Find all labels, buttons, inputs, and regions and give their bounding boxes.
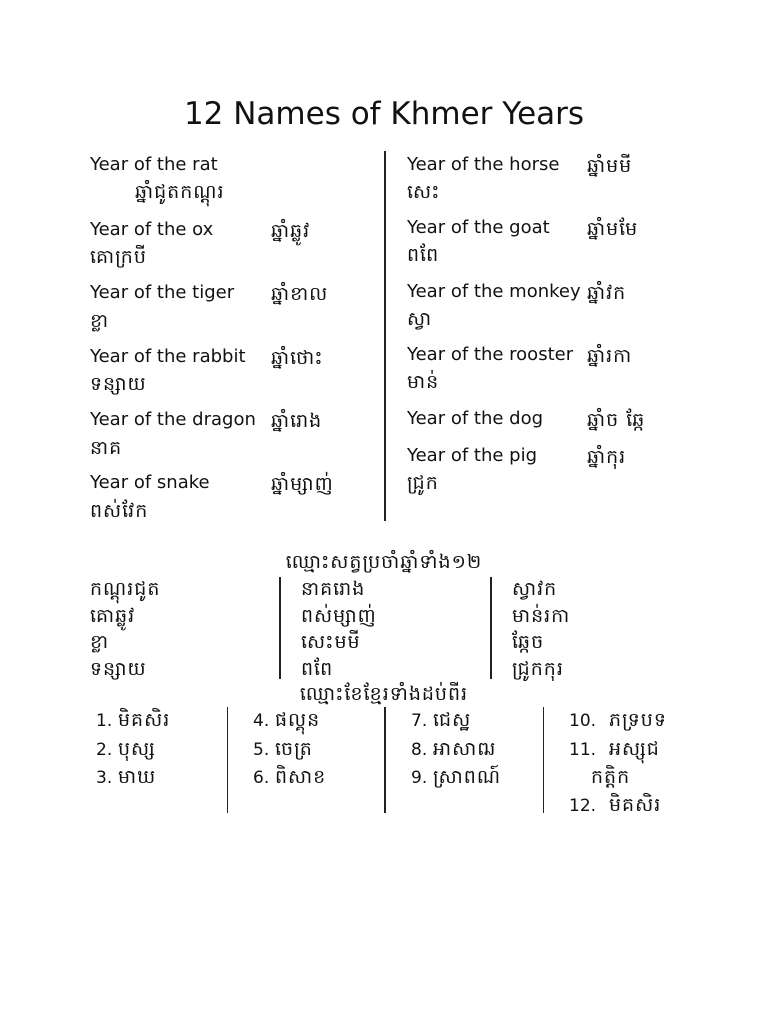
- year-km-name: ឆ្នាំមមី: [587, 155, 633, 177]
- year-km-name: ឆ្នាំម្សាញ់: [271, 473, 334, 495]
- list-item: [569, 736, 667, 765]
- column-divider: [384, 707, 386, 813]
- column-divider: [384, 151, 386, 521]
- year-en-label: Year of the horse: [407, 154, 560, 175]
- animals-heading: ឈ្មោះសត្វប្រចាំឆ្នាំទាំង១២: [285, 551, 483, 573]
- year-km-animal: មាន់: [407, 371, 440, 393]
- list-item: [253, 764, 326, 793]
- list-number: 7.: [411, 711, 428, 731]
- year-en-label: Year of the dragon: [90, 409, 256, 430]
- list-number: 11.: [569, 739, 597, 760]
- list-number: 4.: [253, 711, 270, 731]
- year-en-label: Year of the rooster: [407, 344, 574, 365]
- list-text: ភទ្របទ: [609, 709, 667, 731]
- months-list-2: [253, 707, 326, 793]
- list-item: [253, 707, 326, 736]
- list-number: 5.: [253, 739, 270, 760]
- list-item: [96, 764, 170, 793]
- list-number: 12.: [569, 795, 597, 816]
- column-divider: [490, 577, 492, 679]
- list-item: [411, 707, 501, 736]
- months-list-4: [569, 707, 667, 820]
- list-text: ផល្គុន: [275, 709, 321, 731]
- list-item: ឆ្កែច: [512, 631, 545, 653]
- list-number: 1.: [96, 711, 113, 731]
- year-en-label: Year of the monkey: [407, 281, 581, 302]
- list-item: [411, 736, 501, 765]
- year-en-label: Year of the pig: [407, 445, 538, 466]
- year-en-label: Year of the dog: [407, 408, 544, 429]
- list-text: ស្រាពណ៍: [433, 766, 502, 788]
- list-text: កត្តិក: [591, 766, 631, 788]
- months-list-3: [411, 707, 501, 793]
- list-text: ជេស្ឋ: [433, 709, 472, 731]
- column-divider: [543, 707, 544, 813]
- year-km-name: ឆ្នាំឆ្លូវ: [271, 220, 311, 242]
- column-divider: [227, 707, 228, 813]
- months-list-1: [96, 707, 170, 793]
- year-en-label: Year of the goat: [407, 217, 550, 238]
- list-text: មិគសិរ: [609, 793, 662, 816]
- year-en-label: Year of the tiger: [90, 282, 235, 303]
- year-en-label: Year of the rat: [90, 154, 218, 175]
- list-text: ពិសាខ: [275, 766, 327, 788]
- column-divider: [279, 577, 281, 679]
- list-item: ខ្លា: [90, 631, 110, 653]
- year-km-name: ឆ្នាំខាល: [271, 283, 329, 305]
- year-km-name: ឆ្នាំរោង: [271, 410, 323, 432]
- list-item: ស្វាវក: [512, 578, 558, 600]
- months-heading: ឈ្មោះខែខ្មែរទាំងដប់ពីរ: [299, 683, 469, 705]
- list-number: 9.: [411, 768, 428, 788]
- year-km-animal: ខ្លា: [90, 310, 110, 332]
- list-item: [569, 792, 667, 821]
- year-km-animal: ជ្រូក: [407, 472, 439, 494]
- list-item-continuation: [569, 764, 667, 792]
- year-km-name: ឆ្នាំមមែ: [587, 218, 639, 240]
- list-number: 10.: [569, 711, 597, 731]
- list-item: [96, 707, 170, 736]
- list-text: មិគសិរ: [118, 709, 171, 731]
- year-en-label: Year of snake: [90, 472, 210, 493]
- year-km-animal: ពស់វែក: [90, 500, 149, 522]
- list-item: ទន្សាយ: [90, 657, 147, 680]
- year-km-name: ឆ្នាំកុរ: [587, 446, 627, 468]
- year-en-label: Year of the rabbit: [90, 346, 246, 367]
- list-item: [96, 736, 170, 765]
- animals-column-2: [301, 576, 377, 682]
- list-item: [253, 736, 326, 765]
- year-km-animal: គោក្របី: [90, 246, 147, 268]
- list-text: មាឃ: [118, 766, 157, 788]
- list-item: សេះមមី: [301, 631, 361, 653]
- page-title: 12 Names of Khmer Years: [183, 96, 585, 132]
- year-km-name: ឆ្នាំថោះ: [271, 347, 324, 369]
- list-text: អស្សុជ: [609, 737, 660, 760]
- list-item: ពពែ: [301, 657, 334, 680]
- list-number: 2.: [96, 739, 113, 760]
- list-item: មាន់រកា: [512, 604, 571, 627]
- list-item: ជ្រូកកុរ: [512, 657, 564, 680]
- list-item: នាគរោង: [301, 578, 366, 600]
- year-km-animal: ទន្សាយ: [90, 373, 147, 395]
- list-text: បុស្ស: [118, 737, 156, 760]
- year-km-animal: ពពែ: [407, 244, 440, 266]
- year-km-name: ឆ្នាំជូតកណ្ដុរ: [135, 181, 225, 203]
- list-item: ពស់ម្សាញ់: [301, 604, 377, 627]
- animals-column-1: [90, 576, 160, 682]
- year-km-name: ឆ្នាំរកា: [587, 345, 633, 367]
- year-km-name: ឆ្នាំច ឆ្កែ: [587, 409, 646, 431]
- list-text: អាសាឍ: [433, 737, 497, 760]
- list-item: កណ្ដុរជូត: [90, 578, 161, 600]
- list-item: គោឆ្លូវ: [90, 604, 136, 627]
- list-number: 6.: [253, 768, 270, 788]
- list-number: 3.: [96, 768, 113, 788]
- list-number: 8.: [411, 739, 428, 760]
- year-km-animal: នាគ: [90, 437, 123, 459]
- year-km-animal: ស្វា: [407, 308, 433, 330]
- list-item: [569, 707, 667, 736]
- year-km-animal: សេះ: [407, 181, 441, 203]
- year-en-label: Year of the ox: [90, 219, 214, 240]
- year-km-name: ឆ្នាំវក: [587, 282, 627, 304]
- list-text: ចេត្រ: [275, 737, 313, 760]
- list-item: [411, 764, 501, 793]
- animals-column-3: [512, 576, 570, 682]
